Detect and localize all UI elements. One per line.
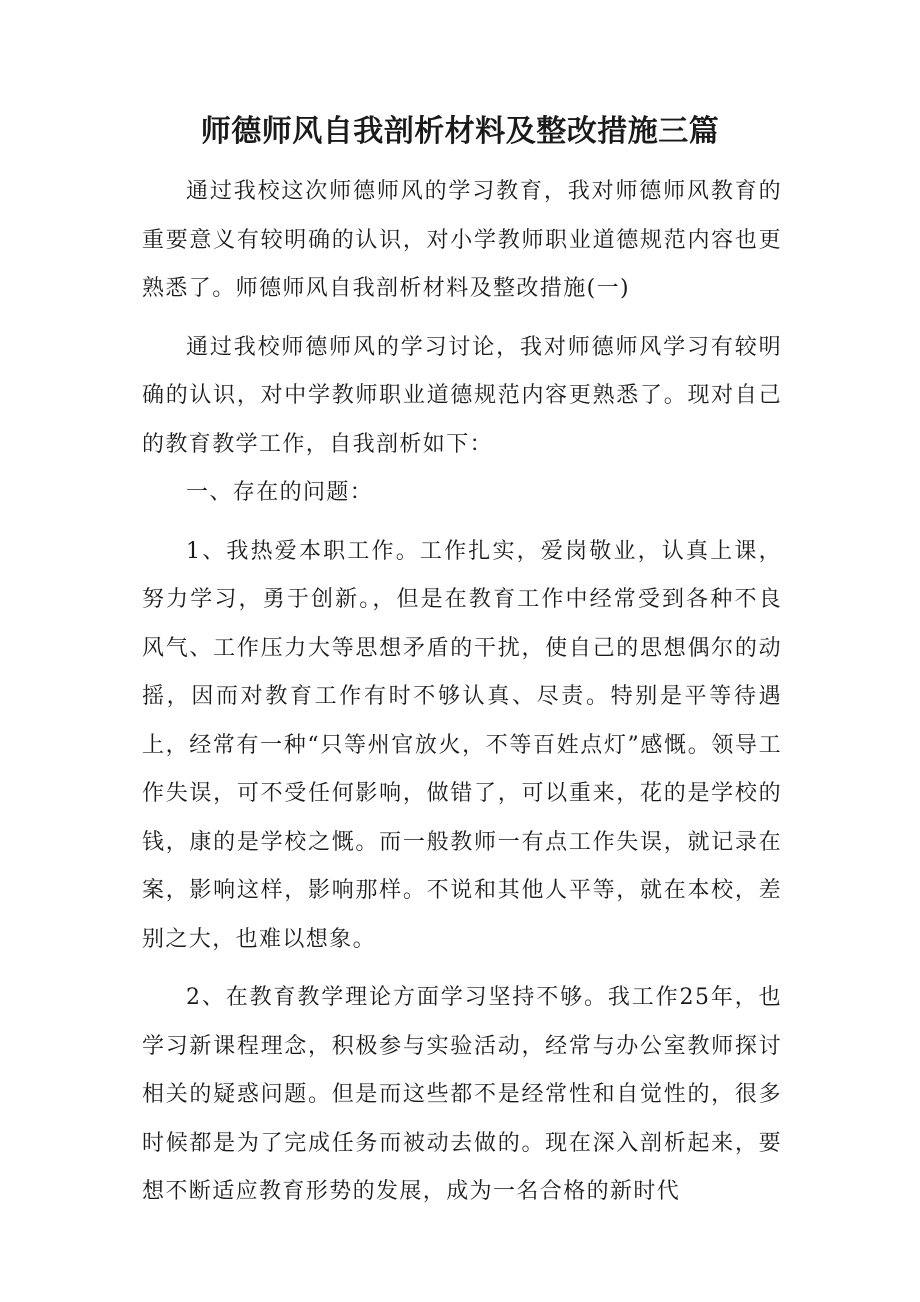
paragraph-problem-2: 2、在教育教学理论方面学习坚持不够。我工作25年，也学习新课程理念，积极参与实验活动，经常与办公室教师探讨相关的疑惑问题。但是而这些都不是经常性和自觉性的，很多时候都是为了完成任务而被动去做的。现在深入剖析起来，要想不断适应教育形势的发展，成为一名合格的新时代 <box>142 985 782 1204</box>
document-body <box>142 168 782 1217</box>
section-heading-problems: 一、存在的问题： <box>186 480 374 505</box>
paragraph-problem-1: 1、我热爱本职工作。工作扎实，爱岗敬业，认真上课，努力学习，勇于创新。，但是在教育工作中经常受到各种不良风气、工作压力大等思想矛盾的干扰，使自己的思想偶尔的动摇，因而对教育工作有时不够认真、尽责。特别是平等待遇上，经常有一种“只等州官放火，不等百姓点灯”感慨。领导工作失误，可不受任何影响，做错了，可以重来，花的是学校的钱，康的是学校之慨。而一般教师一有点工作失误，就记录在案，影响这样，影响那样。不说和其他人平等，就在本校，差别之大，也难以想象。 <box>142 538 782 952</box>
paragraph-intro: 通过我校这次师德师风的学习教育，我对师德师风教育的重要意义有较明确的认识，对小学教师职业道德规范内容也更熟悉了。师德师风自我剖析材料及整改措施(一) <box>142 179 782 301</box>
document-title: 师德师风自我剖析材料及整改措施三篇 <box>200 114 720 149</box>
paragraph-self-analysis: 通过我校师德师风的学习讨论，我对师德师风学习有较明确的认识，对中学教师职业道德规范内容更熟悉了。现对自己的教育教学工作，自我剖析如下： <box>142 334 782 457</box>
